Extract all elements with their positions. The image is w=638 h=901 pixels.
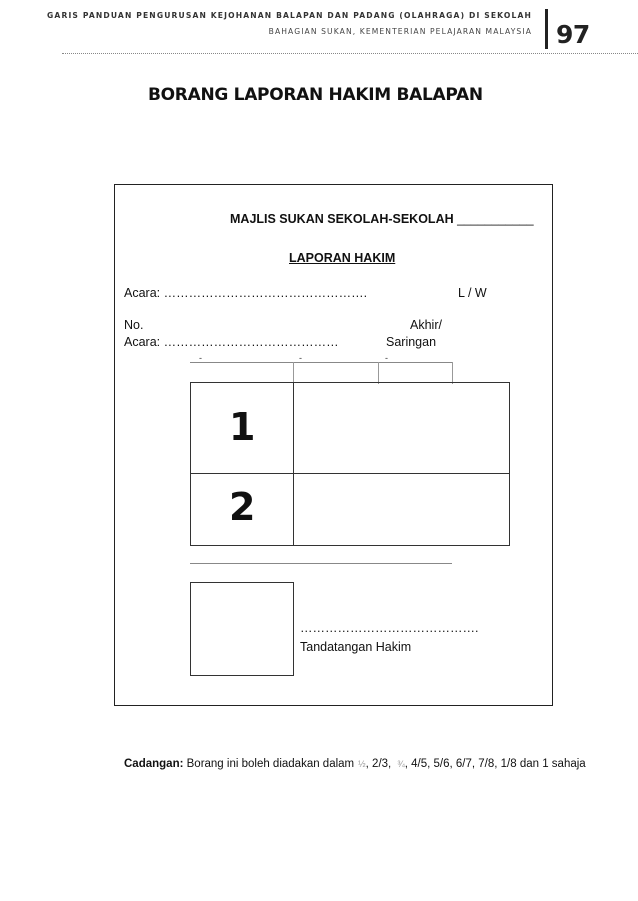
running-header-subtitle: BAHAGIAN SUKAN, KEMENTERIAN PELAJARAN MALAYSIA	[268, 27, 532, 36]
signature-label: Tandatangan Hakim	[300, 640, 412, 654]
running-header-title: GARIS PANDUAN PENGURUSAN KEJOHANAN BALAPAN DAN PADANG (OLAHRAGA) DI SEKOLAH	[47, 11, 532, 20]
column-tick-3: -	[385, 353, 388, 363]
result-cell-2	[293, 473, 510, 546]
separator-rule	[190, 563, 452, 564]
suggestion-label: Cadangan:	[124, 758, 184, 770]
place-number-1: 1	[229, 405, 256, 449]
header-separator	[545, 9, 548, 49]
round-saringan: Saringan	[386, 335, 437, 349]
round-akhir: Akhir/	[410, 318, 442, 332]
column-guide	[452, 362, 453, 384]
acara-field: Acara: ………………………………………….	[124, 286, 368, 300]
org-line	[230, 212, 534, 226]
acara-number-field: Acara: ……………………………………	[124, 335, 339, 349]
page-title: BORANG LAPORAN HAKIM BALAPAN	[148, 85, 483, 105]
suggestion-text-start: Borang ini boleh diadakan dalam	[186, 758, 355, 770]
place-number-2: 2	[229, 485, 256, 529]
no-label: No.	[124, 318, 144, 332]
result-cell-1	[293, 382, 510, 474]
suggestion-text-mid: , 2/3,	[365, 758, 392, 770]
column-header-rule	[190, 362, 452, 363]
header-dotted-rule	[62, 53, 638, 54]
suggestion-text-end: , 4/5, 5/6, 6/7, 7/8, 1/8 dan 1 sahaja	[404, 758, 586, 770]
column-tick-2: -	[299, 353, 302, 363]
suggestion-note	[124, 758, 586, 770]
stamp-box	[190, 582, 294, 676]
signature-line: …………………………………….	[300, 621, 479, 635]
fraction-half-faded: ½	[358, 759, 366, 769]
org-blank: ___________	[457, 212, 534, 226]
page-number: 97	[556, 20, 590, 49]
column-guide	[378, 362, 379, 384]
org-name: MAJLIS SUKAN SEKOLAH-SEKOLAH	[230, 212, 454, 226]
fraction-three-quarter-faded: ¾	[397, 759, 405, 769]
column-tick-1: -	[199, 353, 202, 363]
report-title: LAPORAN HAKIM	[289, 251, 396, 265]
gender-field: L / W	[458, 286, 487, 300]
